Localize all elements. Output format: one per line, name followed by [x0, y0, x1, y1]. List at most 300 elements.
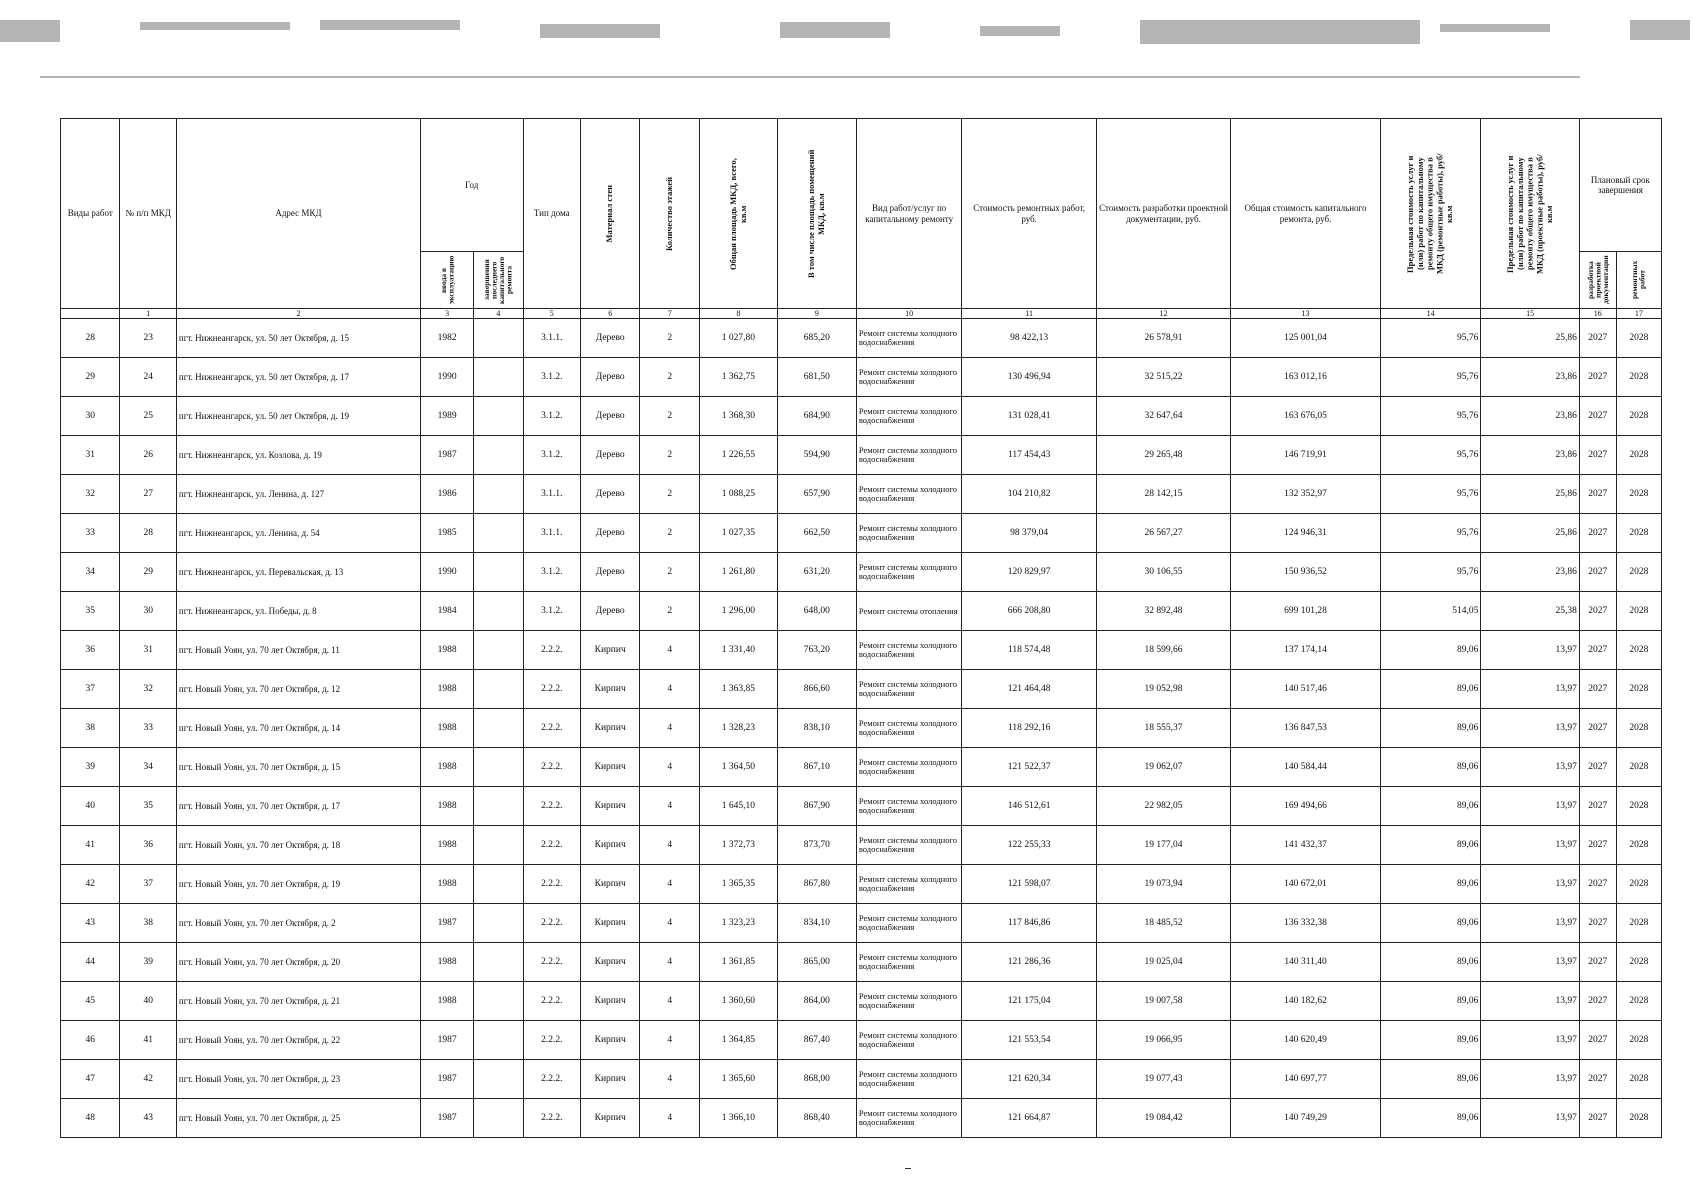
cell-house-type: 2.2.2.: [523, 865, 580, 904]
cell-wall-material: Кирпич: [580, 670, 639, 709]
cell-floors: 4: [640, 748, 699, 787]
cell-limit-design: 13,97: [1481, 670, 1579, 709]
cell-total-cost: 163 012,16: [1231, 358, 1381, 397]
cell-floors: 4: [640, 787, 699, 826]
col-number: 5: [523, 309, 580, 319]
cell-design-cost: 18 599,66: [1096, 631, 1230, 670]
cell-year-commission: 1990: [420, 358, 473, 397]
cell-total-cost: 136 332,38: [1231, 904, 1381, 943]
cell-total-cost: 141 432,37: [1231, 826, 1381, 865]
cell-design-cost: 28 142,15: [1096, 475, 1230, 514]
cell-year-commission: 1985: [420, 514, 473, 553]
cell-residential-area: 685,20: [777, 319, 856, 358]
cell-repair-cost: 121 522,37: [962, 748, 1096, 787]
cell-work-type: 39: [61, 748, 120, 787]
cell-repair-cost: 121 464,48: [962, 670, 1096, 709]
table-row: [61, 514, 1662, 553]
cell-year-last-repair: [474, 553, 523, 592]
cell-year-commission: 1988: [420, 709, 473, 748]
cell-total-area: 1 365,60: [699, 1060, 777, 1099]
cell-limit-works: 95,76: [1380, 397, 1481, 436]
col-deadline-design: разработка проектной документации: [1579, 252, 1616, 309]
cell-deadline-works: 2028: [1616, 631, 1661, 670]
cell-deadline-design: 2027: [1579, 982, 1616, 1021]
cell-wall-material: Кирпич: [580, 865, 639, 904]
cell-floors: 4: [640, 670, 699, 709]
cell-repair-cost: 104 210,82: [962, 475, 1096, 514]
cell-limit-works: 95,76: [1380, 358, 1481, 397]
cell-address: пгт. Нижнеангарск, ул. Ленина, д. 127: [176, 475, 420, 514]
cell-work-type: 34: [61, 553, 120, 592]
cell-total-area: 1 088,25: [699, 475, 777, 514]
cell-address: пгт. Новый Уоян, ул. 70 лет Октября, д. 18: [176, 826, 420, 865]
cell-total-cost: 140 697,77: [1231, 1060, 1381, 1099]
cell-house-type: 2.2.2.: [523, 787, 580, 826]
cell-mkd-number: 40: [120, 982, 176, 1021]
cell-deadline-design: 2027: [1579, 358, 1616, 397]
cell-deadline-design: 2027: [1579, 943, 1616, 982]
cell-total-area: 1 323,23: [699, 904, 777, 943]
cell-service: Ремонт системы холодного водоснабжения: [856, 631, 962, 670]
cell-total-cost: 150 936,52: [1231, 553, 1381, 592]
col-year-commission: ввода в эксплуатацию: [420, 252, 473, 309]
cell-residential-area: 594,90: [777, 436, 856, 475]
cell-wall-material: Кирпич: [580, 982, 639, 1021]
cell-deadline-design: 2027: [1579, 826, 1616, 865]
cell-work-type: 32: [61, 475, 120, 514]
col-number: 15: [1481, 309, 1579, 319]
cell-floors: 2: [640, 553, 699, 592]
cell-deadline-design: 2027: [1579, 592, 1616, 631]
cell-total-area: 1 296,00: [699, 592, 777, 631]
cell-house-type: 2.2.2.: [523, 826, 580, 865]
cell-limit-design: 13,97: [1481, 787, 1579, 826]
cell-wall-material: Кирпич: [580, 943, 639, 982]
cell-floors: 2: [640, 358, 699, 397]
cell-year-commission: 1987: [420, 436, 473, 475]
cell-mkd-number: 30: [120, 592, 176, 631]
cell-limit-works: 89,06: [1380, 904, 1481, 943]
cell-service: Ремонт системы холодного водоснабжения: [856, 865, 962, 904]
col-number: 2: [176, 309, 420, 319]
cell-limit-design: 13,97: [1481, 982, 1579, 1021]
col-repair-cost: Стоимость ремонтных работ, руб.: [962, 119, 1096, 309]
cell-house-type: 2.2.2.: [523, 904, 580, 943]
cell-address: пгт. Новый Уоян, ул. 70 лет Октября, д. 25: [176, 1099, 420, 1138]
cell-service: Ремонт системы холодного водоснабжения: [856, 826, 962, 865]
cell-limit-works: 95,76: [1380, 553, 1481, 592]
cell-wall-material: Дерево: [580, 553, 639, 592]
cell-total-area: 1 366,10: [699, 1099, 777, 1138]
cell-year-last-repair: [474, 1099, 523, 1138]
cell-total-cost: 140 749,29: [1231, 1099, 1381, 1138]
cell-deadline-works: 2028: [1616, 709, 1661, 748]
cell-residential-area: 873,70: [777, 826, 856, 865]
cell-work-type: 31: [61, 436, 120, 475]
cell-year-last-repair: [474, 826, 523, 865]
cell-total-cost: 125 001,04: [1231, 319, 1381, 358]
cell-total-cost: 137 174,14: [1231, 631, 1381, 670]
cell-mkd-number: 32: [120, 670, 176, 709]
cell-mkd-number: 24: [120, 358, 176, 397]
cell-address: пгт. Новый Уоян, ул. 70 лет Октября, д. 12: [176, 670, 420, 709]
cell-design-cost: 30 106,55: [1096, 553, 1230, 592]
cell-design-cost: 19 052,98: [1096, 670, 1230, 709]
cell-floors: 2: [640, 475, 699, 514]
cell-deadline-works: 2028: [1616, 904, 1661, 943]
cell-year-last-repair: [474, 943, 523, 982]
cell-total-cost: 140 517,46: [1231, 670, 1381, 709]
cell-design-cost: 19 177,04: [1096, 826, 1230, 865]
table-row: [61, 982, 1662, 1021]
cell-mkd-number: 37: [120, 865, 176, 904]
cell-floors: 4: [640, 1021, 699, 1060]
cell-house-type: 3.1.1.: [523, 475, 580, 514]
cell-service: Ремонт системы холодного водоснабжения: [856, 982, 962, 1021]
col-number: 11: [962, 309, 1096, 319]
cell-limit-works: 95,76: [1380, 436, 1481, 475]
cell-total-cost: 169 494,66: [1231, 787, 1381, 826]
cell-limit-design: 23,86: [1481, 436, 1579, 475]
table-row: [61, 670, 1662, 709]
cell-residential-area: 867,90: [777, 787, 856, 826]
cell-house-type: 3.1.2.: [523, 553, 580, 592]
cell-repair-cost: 121 598,07: [962, 865, 1096, 904]
cell-service: Ремонт системы холодного водоснабжения: [856, 904, 962, 943]
cell-residential-area: 834,10: [777, 904, 856, 943]
cell-deadline-design: 2027: [1579, 1099, 1616, 1138]
cell-design-cost: 32 892,48: [1096, 592, 1230, 631]
table-row: [61, 358, 1662, 397]
cell-service: Ремонт системы холодного водоснабжения: [856, 358, 962, 397]
cell-deadline-works: 2028: [1616, 787, 1661, 826]
cell-wall-material: Дерево: [580, 436, 639, 475]
cell-wall-material: Дерево: [580, 514, 639, 553]
cell-limit-design: 13,97: [1481, 826, 1579, 865]
cell-repair-cost: 117 454,43: [962, 436, 1096, 475]
cell-residential-area: 864,00: [777, 982, 856, 1021]
cell-floors: 2: [640, 319, 699, 358]
cell-year-last-repair: [474, 748, 523, 787]
cell-address: пгт. Новый Уоян, ул. 70 лет Октября, д. 2: [176, 904, 420, 943]
cell-address: пгт. Новый Уоян, ул. 70 лет Октября, д. 22: [176, 1021, 420, 1060]
cell-total-cost: 140 311,40: [1231, 943, 1381, 982]
cell-deadline-design: 2027: [1579, 631, 1616, 670]
cell-year-last-repair: [474, 670, 523, 709]
cell-wall-material: Кирпич: [580, 748, 639, 787]
cell-service: Ремонт системы холодного водоснабжения: [856, 397, 962, 436]
cell-address: пгт. Нижнеангарск, ул. Козлова, д. 19: [176, 436, 420, 475]
cell-limit-design: 23,86: [1481, 397, 1579, 436]
col-number: 6: [580, 309, 639, 319]
cell-mkd-number: 38: [120, 904, 176, 943]
cell-house-type: 3.1.2.: [523, 397, 580, 436]
cell-address: пгт. Новый Уоян, ул. 70 лет Октября, д. 14: [176, 709, 420, 748]
scanned-header-residue: [0, 0, 1698, 95]
cell-service: Ремонт системы холодного водоснабжения: [856, 436, 962, 475]
cell-repair-cost: 146 512,61: [962, 787, 1096, 826]
cell-work-type: 43: [61, 904, 120, 943]
col-total-cost: Общая стоимость капитального ремонта, руб.: [1231, 119, 1381, 309]
cell-year-last-repair: [474, 319, 523, 358]
cell-deadline-design: 2027: [1579, 787, 1616, 826]
cell-address: пгт. Новый Уоян, ул. 70 лет Октября, д. 11: [176, 631, 420, 670]
table-row: [61, 943, 1662, 982]
cell-work-type: 48: [61, 1099, 120, 1138]
cell-year-commission: 1988: [420, 670, 473, 709]
cell-design-cost: 19 025,04: [1096, 943, 1230, 982]
cell-deadline-works: 2028: [1616, 670, 1661, 709]
cell-work-type: 42: [61, 865, 120, 904]
col-design-cost: Стоимость разработки проектной документации, руб.: [1096, 119, 1230, 309]
cell-deadline-works: 2028: [1616, 514, 1661, 553]
cell-limit-design: 25,38: [1481, 592, 1579, 631]
cell-deadline-works: 2028: [1616, 748, 1661, 787]
table-row: [61, 631, 1662, 670]
cell-floors: 4: [640, 1060, 699, 1099]
cell-total-cost: 146 719,91: [1231, 436, 1381, 475]
cell-house-type: 2.2.2.: [523, 1060, 580, 1099]
cell-service: Ремонт системы холодного водоснабжения: [856, 553, 962, 592]
cell-house-type: 2.2.2.: [523, 709, 580, 748]
cell-work-type: 46: [61, 1021, 120, 1060]
cell-limit-works: 89,06: [1380, 865, 1481, 904]
cell-repair-cost: 666 208,80: [962, 592, 1096, 631]
cell-year-commission: 1989: [420, 397, 473, 436]
cell-wall-material: Дерево: [580, 475, 639, 514]
cell-deadline-design: 2027: [1579, 670, 1616, 709]
cell-limit-works: 89,06: [1380, 1060, 1481, 1099]
cell-total-cost: 132 352,97: [1231, 475, 1381, 514]
cell-total-area: 1 360,60: [699, 982, 777, 1021]
cell-residential-area: 648,00: [777, 592, 856, 631]
cell-address: пгт. Новый Уоян, ул. 70 лет Октября, д. 19: [176, 865, 420, 904]
col-total-area: Общая площадь МКД, всего, кв.м: [699, 119, 777, 309]
table-body: [61, 319, 1662, 1138]
cell-mkd-number: 36: [120, 826, 176, 865]
cell-year-commission: 1988: [420, 787, 473, 826]
cell-residential-area: 868,40: [777, 1099, 856, 1138]
cell-work-type: 28: [61, 319, 120, 358]
cell-year-commission: 1986: [420, 475, 473, 514]
cell-work-type: 40: [61, 787, 120, 826]
cell-year-commission: 1987: [420, 1099, 473, 1138]
cell-service: Ремонт системы холодного водоснабжения: [856, 670, 962, 709]
cell-limit-works: 89,06: [1380, 943, 1481, 982]
cell-limit-design: 25,86: [1481, 514, 1579, 553]
cell-design-cost: 29 265,48: [1096, 436, 1230, 475]
cell-repair-cost: 120 829,97: [962, 553, 1096, 592]
cell-deadline-design: 2027: [1579, 514, 1616, 553]
capital-repair-table: [60, 118, 1662, 1138]
cell-limit-design: 13,97: [1481, 631, 1579, 670]
cell-wall-material: Кирпич: [580, 709, 639, 748]
cell-house-type: 2.2.2.: [523, 748, 580, 787]
cell-limit-design: 13,97: [1481, 1021, 1579, 1060]
cell-design-cost: 19 066,95: [1096, 1021, 1230, 1060]
cell-service: Ремонт системы холодного водоснабжения: [856, 748, 962, 787]
cell-total-area: 1 364,50: [699, 748, 777, 787]
cell-limit-design: 13,97: [1481, 904, 1579, 943]
col-house-type: Тип дома: [523, 119, 580, 309]
cell-total-area: 1 645,10: [699, 787, 777, 826]
cell-limit-design: 13,97: [1481, 1099, 1579, 1138]
cell-design-cost: 19 073,94: [1096, 865, 1230, 904]
col-residential-area: В том числе площадь помещений МКД, кв.м: [777, 119, 856, 309]
cell-house-type: 2.2.2.: [523, 670, 580, 709]
cell-address: пгт. Нижнеангарск, ул. Перевальская, д. 13: [176, 553, 420, 592]
cell-year-last-repair: [474, 865, 523, 904]
cell-deadline-works: 2028: [1616, 592, 1661, 631]
cell-year-commission: 1988: [420, 631, 473, 670]
cell-repair-cost: 118 292,16: [962, 709, 1096, 748]
col-work-type: Виды работ: [61, 119, 120, 309]
col-year: Год: [420, 119, 523, 252]
cell-deadline-works: 2028: [1616, 475, 1661, 514]
cell-limit-works: 95,76: [1380, 514, 1481, 553]
cell-deadline-design: 2027: [1579, 553, 1616, 592]
cell-total-area: 1 331,40: [699, 631, 777, 670]
cell-year-commission: 1987: [420, 1021, 473, 1060]
cell-year-commission: 1988: [420, 748, 473, 787]
cell-work-type: 47: [61, 1060, 120, 1099]
col-limit-design: Предельная стоимость услуг и (или) работ по капитальному ремонту общего имущества в МКД (проектные работы), руб/кв.м: [1481, 119, 1579, 309]
col-number: 4: [474, 309, 523, 319]
cell-repair-cost: 121 664,87: [962, 1099, 1096, 1138]
cell-total-area: 1 368,30: [699, 397, 777, 436]
cell-repair-cost: 121 175,04: [962, 982, 1096, 1021]
cell-deadline-works: 2028: [1616, 1060, 1661, 1099]
cell-design-cost: 32 647,64: [1096, 397, 1230, 436]
cell-wall-material: Кирпич: [580, 787, 639, 826]
cell-limit-works: 89,06: [1380, 631, 1481, 670]
cell-deadline-design: 2027: [1579, 475, 1616, 514]
cell-year-commission: 1982: [420, 319, 473, 358]
cell-year-last-repair: [474, 709, 523, 748]
cell-year-last-repair: [474, 787, 523, 826]
cell-house-type: 2.2.2.: [523, 631, 580, 670]
cell-wall-material: Кирпич: [580, 904, 639, 943]
cell-year-last-repair: [474, 592, 523, 631]
col-number: 10: [856, 309, 962, 319]
cell-limit-works: 95,76: [1380, 319, 1481, 358]
cell-mkd-number: 33: [120, 709, 176, 748]
cell-deadline-design: 2027: [1579, 1060, 1616, 1099]
column-number-row: [61, 309, 1662, 319]
col-year-last-repair: завершения последнего капитального ремонта: [474, 252, 523, 309]
cell-mkd-number: 29: [120, 553, 176, 592]
col-number-empty: [61, 309, 120, 319]
cell-design-cost: 32 515,22: [1096, 358, 1230, 397]
cell-year-commission: 1988: [420, 982, 473, 1021]
cell-wall-material: Дерево: [580, 592, 639, 631]
cell-wall-material: Кирпич: [580, 1021, 639, 1060]
cell-floors: 4: [640, 631, 699, 670]
cell-wall-material: Кирпич: [580, 1060, 639, 1099]
cell-floors: 4: [640, 865, 699, 904]
cell-floors: 4: [640, 943, 699, 982]
cell-repair-cost: 118 574,48: [962, 631, 1096, 670]
cell-total-area: 1 226,55: [699, 436, 777, 475]
cell-repair-cost: 130 496,94: [962, 358, 1096, 397]
cell-address: пгт. Нижнеангарск, ул. 50 лет Октября, д. 15: [176, 319, 420, 358]
cell-deadline-works: 2028: [1616, 982, 1661, 1021]
table-row: [61, 436, 1662, 475]
cell-house-type: 2.2.2.: [523, 1021, 580, 1060]
table-row: [61, 826, 1662, 865]
cell-total-cost: 140 584,44: [1231, 748, 1381, 787]
cell-house-type: 2.2.2.: [523, 943, 580, 982]
cell-limit-design: 23,86: [1481, 553, 1579, 592]
cell-work-type: 33: [61, 514, 120, 553]
cell-total-area: 1 361,85: [699, 943, 777, 982]
table-row: [61, 1060, 1662, 1099]
cell-house-type: 3.1.2.: [523, 358, 580, 397]
cell-mkd-number: 28: [120, 514, 176, 553]
cell-design-cost: 19 007,58: [1096, 982, 1230, 1021]
cell-residential-area: 684,90: [777, 397, 856, 436]
cell-mkd-number: 23: [120, 319, 176, 358]
col-number: 16: [1579, 309, 1616, 319]
cell-year-last-repair: [474, 904, 523, 943]
cell-limit-works: 95,76: [1380, 475, 1481, 514]
cell-mkd-number: 41: [120, 1021, 176, 1060]
cell-total-cost: 124 946,31: [1231, 514, 1381, 553]
table-row: [61, 787, 1662, 826]
cell-floors: 2: [640, 514, 699, 553]
cell-wall-material: Кирпич: [580, 826, 639, 865]
cell-total-area: 1 372,73: [699, 826, 777, 865]
cell-wall-material: Кирпич: [580, 631, 639, 670]
col-number: 1: [120, 309, 176, 319]
cell-residential-area: 865,00: [777, 943, 856, 982]
cell-design-cost: 19 077,43: [1096, 1060, 1230, 1099]
col-number: 9: [777, 309, 856, 319]
cell-floors: 4: [640, 904, 699, 943]
cell-total-cost: 136 847,53: [1231, 709, 1381, 748]
cell-work-type: 41: [61, 826, 120, 865]
cell-limit-works: 89,06: [1380, 670, 1481, 709]
cell-deadline-design: 2027: [1579, 865, 1616, 904]
cell-repair-cost: 131 028,41: [962, 397, 1096, 436]
cell-deadline-works: 2028: [1616, 319, 1661, 358]
cell-wall-material: Дерево: [580, 397, 639, 436]
cell-design-cost: 22 982,05: [1096, 787, 1230, 826]
cell-residential-area: 867,80: [777, 865, 856, 904]
table-row: [61, 1021, 1662, 1060]
col-number: 7: [640, 309, 699, 319]
cell-total-area: 1 362,75: [699, 358, 777, 397]
cell-limit-works: 514,05: [1380, 592, 1481, 631]
cell-limit-design: 13,97: [1481, 865, 1579, 904]
cell-design-cost: 18 485,52: [1096, 904, 1230, 943]
col-mkd-number: № п/п МКД: [120, 119, 176, 309]
cell-year-last-repair: [474, 358, 523, 397]
cell-deadline-works: 2028: [1616, 1099, 1661, 1138]
col-deadline-works: ремонтных работ: [1616, 252, 1661, 309]
cell-service: Ремонт системы холодного водоснабжения: [856, 475, 962, 514]
cell-deadline-design: 2027: [1579, 319, 1616, 358]
cell-residential-area: 866,60: [777, 670, 856, 709]
cell-service: Ремонт системы холодного водоснабжения: [856, 1021, 962, 1060]
cell-work-type: 37: [61, 670, 120, 709]
cell-limit-design: 25,86: [1481, 319, 1579, 358]
cell-residential-area: 868,00: [777, 1060, 856, 1099]
cell-residential-area: 867,10: [777, 748, 856, 787]
cell-address: пгт. Нижнеангарск, ул. 50 лет Октября, д. 19: [176, 397, 420, 436]
cell-wall-material: Кирпич: [580, 1099, 639, 1138]
cell-total-area: 1 027,80: [699, 319, 777, 358]
